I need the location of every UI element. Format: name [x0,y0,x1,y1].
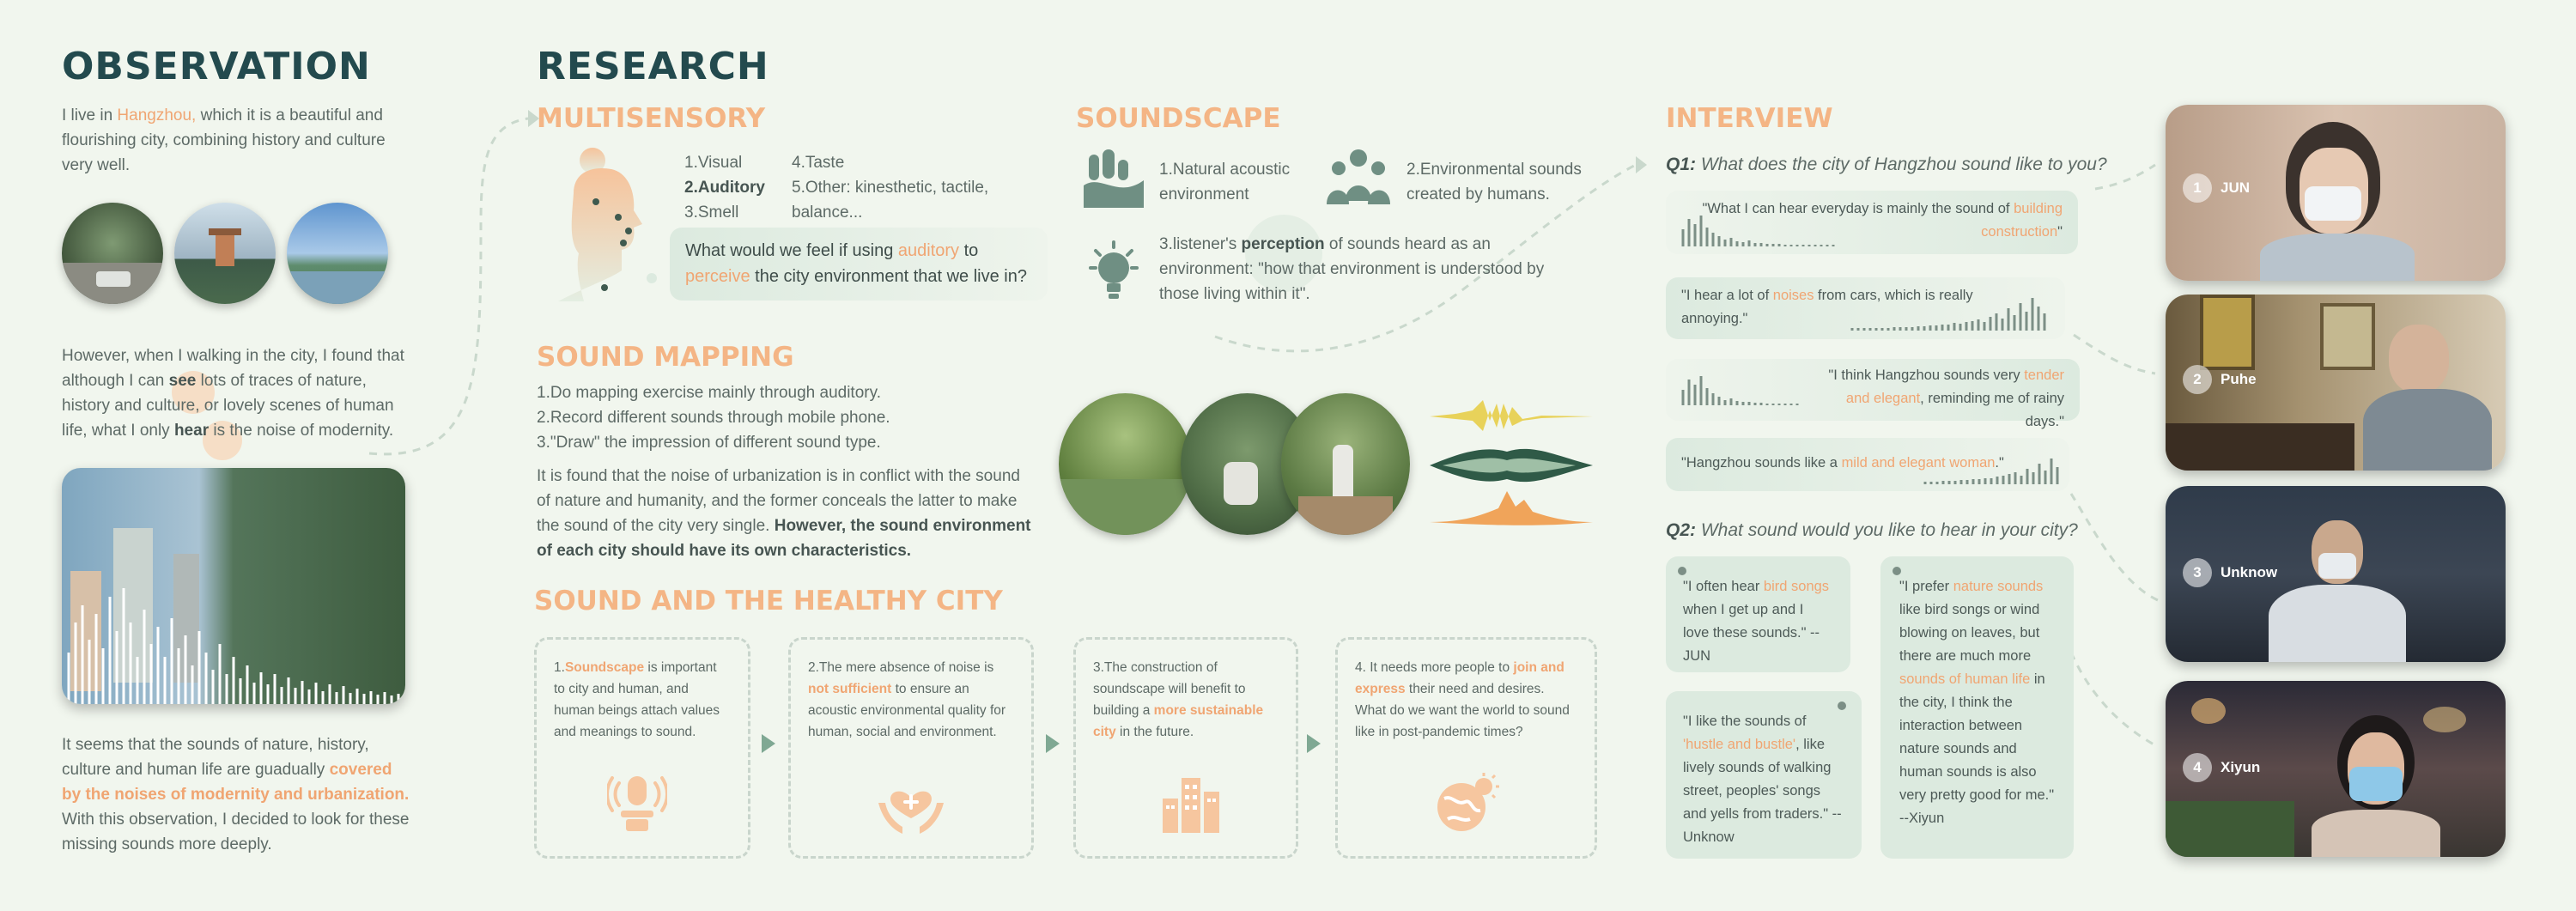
interviewee-name-2: Puhe [2221,371,2257,387]
hc1-a: 1. [554,660,565,675]
interviewee-photo-1 [2166,105,2506,281]
head-profile-icon [550,142,653,305]
b3-c: in the city, I think the interaction between nature sounds and human sounds is also very pretty good for me." --Xiyun [1899,671,2055,826]
a3-highlight: tender and elegant [1845,367,2064,406]
healthy-card-3 [1073,637,1298,859]
b3-highlight-1: nature sounds [1953,579,2044,594]
sense-visual: 1.Visual [684,154,743,172]
interview-q2 [1666,520,2078,541]
observation-p3-highlight: covered by the noises of modernity and urbanization. [62,761,410,804]
mapping-step-2: 2.Record different sounds through mobile phone. [537,409,890,427]
observation-p2-b: lots of traces of nature, history and culture, or lovely scenes of human life, what I only [62,372,394,440]
q2-label: Q2: [1666,520,1697,540]
connector-puhe [2074,335,2155,374]
observation-p3-a: It seems that the sounds of nature, history, culture and human life are guadually [62,736,369,779]
wish-bubble-xiyun [1880,556,2074,859]
interviewee-photo-4 [2166,681,2506,857]
soundscape-item-3 [1159,232,1571,307]
answer-bubble-3 [1666,359,2080,429]
nature-landscape-icon [1084,148,1144,208]
observation-intro-text: I live in [62,106,118,125]
b3-b: like bird songs or wind blowing on leaves, but there are much more [1899,602,2040,664]
q1-label: Q1: [1666,155,1697,174]
observation-see: see [168,372,197,390]
mapping-step-1: 1.Do mapping exercise mainly through auditory. [537,384,881,402]
healthy-arrow-1 [762,734,775,753]
healthy-card-1 [534,637,750,859]
bubble-dot [1893,567,1901,575]
answer-bubble-4 [1666,438,2069,491]
interviewee-photo-3 [2166,486,2506,662]
observation-photo-lake [287,203,388,304]
speaker-microphone-icon [607,773,667,833]
b3-highlight-2: sounds of human life [1899,671,2031,687]
ss3-perception: perception [1241,235,1325,253]
hc1-highlight: Soundscape [564,660,645,675]
b1-a: "I often hear [1683,579,1764,594]
healthy-arrow-3 [1307,734,1321,753]
hc4-highlight: join and express [1355,660,1564,696]
answer-bubble-1 [1666,191,2078,254]
mq-a: What would we feel if using [685,241,898,260]
mapping-p-a: It is found that the noise of urbanization is in conflict with the sound of nature and humanity, and the former conceals the latter to make the sound of the city very single. [537,467,1020,535]
interviewee-name-4: Xiyun [2221,759,2261,775]
hc2-a: 2.The mere absence of noise is [808,660,994,675]
observation-photo-pagoda [174,203,276,304]
observation-p2-a: However, when I walking in the city, I found that although I can [62,347,404,390]
bubble-dot [1838,701,1846,710]
interviewee-number-3: 3 [2183,558,2212,587]
interviewee-name-1: JUN [2221,179,2251,196]
hc3-a: 3.The construction of soundscape will benefit to building a [1093,660,1246,718]
a2-highlight: noises [1772,288,1814,303]
a4-highlight: mild and elegant woman [1841,455,1996,471]
ss3-c: of sounds heard as an environment: "how that environment is understood by those living within it". [1159,235,1545,303]
hc2-highlight: not sufficient [808,682,892,696]
senses-list-right [792,150,988,225]
mapping-title: SOUND MAPPING [537,342,794,373]
mapping-p-b: However, the sound environment of each city should have its own characteristics. [537,517,1031,560]
observation-photo-street [62,203,163,304]
hc4-b: their need and desires. What do we want the world to sound like in post-pandemic times? [1355,682,1570,739]
healthy-city-title: SOUND AND THE HEALTHY CITY [534,586,1003,616]
soundscape-item-2: 2.Environmental sounds created by humans. [1406,161,1582,203]
people-group-icon [1327,148,1391,208]
a3-b: , reminding me of rainy days." [1920,391,2064,429]
observation-hear: hear [173,422,210,440]
hc3-highlight: more sustainable city [1093,703,1264,739]
interviewee-number-1: 1 [2183,173,2212,203]
globe-virus-icon [1434,773,1499,835]
observation-intro [62,103,414,178]
a2-b: from cars, which is really annoying." [1681,288,1973,326]
a1-a: "What I can hear everyday is mainly the sound of [1702,201,2014,216]
answer-bubble-2 [1666,277,2065,339]
wave-bars-1 [1681,212,1905,246]
sound-wave-overlay [62,571,405,704]
wish-bubble-jun [1666,556,1850,672]
soundscape-item-1: 1.Natural acoustic environment [1159,161,1291,203]
sense-other: 5.Other: kinesthetic, tactile, [792,179,989,197]
a3-a: "I think Hangzhou sounds very [1828,367,2025,383]
lightbulb-icon [1084,239,1144,307]
mq-c: the city environment that we live in? [750,267,1027,286]
q2-text: What sound would you like to hear in your city? [1696,520,2078,540]
b1-highlight: bird songs [1763,579,1830,594]
mapping-step-3: 3."Draw" the impression of different sound type. [537,434,881,452]
a1-b: " [2057,224,2063,240]
sound-drawing-waves [1430,395,1593,532]
a2-a: "I hear a lot of [1681,288,1773,303]
observation-city: Hangzhou, [117,106,197,125]
observation-city-collage [62,468,405,704]
bubble-tail-dot [647,273,657,283]
interviewee-number-4: 4 [2183,753,2212,782]
observation-title: OBSERVATION [62,45,371,88]
sense-auditory: 2.Auditory [684,179,765,197]
interview-title: INTERVIEW [1666,103,1833,134]
sense-smell: 3.Smell [684,203,739,222]
hc4-a: 4. It needs more people to [1355,660,1514,675]
wish-bubble-unknow [1666,691,1862,859]
mapping-paragraph [537,464,1035,563]
mapping-steps [537,380,1018,455]
b1-b: when I get up and I love these sounds." --JUN [1683,602,1820,664]
heart-hands-icon [877,768,945,837]
connector-xiyun [2071,653,2155,745]
senses-list-left [684,150,765,225]
q1-text: What does the city of Hangzhou sound like to you? [1696,155,2107,174]
connector-unknow [2071,494,2160,601]
hc3-b: in the future. [1115,725,1194,739]
hc1-b: is important to city and human, and human beings attach values and meanings to sound. [554,660,720,739]
mq-b: to [959,241,979,260]
research-title: RESEARCH [537,45,769,88]
sense-other-cont: balance... [792,203,863,222]
interviewee-name-3: Unknow [2221,564,2278,580]
healthy-card-4 [1335,637,1597,859]
observation-p3-b: With this observation, I decided to look for these missing sounds more deeply. [62,811,410,853]
wave-bars-3 [1681,371,1810,405]
soundscape-title: SOUNDSCAPE [1076,103,1281,134]
b2-highlight: 'hustle and bustle' [1683,737,1796,752]
sense-taste: 4.Taste [792,154,845,172]
multisensory-question [670,228,1048,301]
mq-auditory: auditory [897,241,960,260]
healthy-arrow-2 [1046,734,1060,753]
ss3-a: 3.listener's [1159,235,1242,253]
observation-paragraph-3 [62,732,414,857]
interviewee-photo-2 [2166,295,2506,471]
observation-intro-text-2: which it is a beautiful and flourishing city, combining history and culture very well. [62,106,386,174]
hc2-b: to ensure an acoustic environmental quality for human, social and environment. [808,682,1006,739]
healthy-card-2 [788,637,1034,859]
city-buildings-icon [1157,773,1223,833]
a1-highlight: building construction [1981,201,2063,240]
mapping-photo-park [1059,393,1192,535]
mq-perceive: perceive [685,267,750,286]
multisensory-title: MULTISENSORY [537,103,766,134]
a4-b: ." [1995,455,2004,471]
mapping-photo-path [1281,393,1410,535]
b3-a: "I prefer [1899,579,1953,594]
observation-p2-c: is the noise of modernity. [209,422,394,440]
observation-paragraph-2 [62,343,414,443]
interview-q1 [1666,155,2107,175]
wave-bars-4 [1923,453,2065,484]
wave-bars-2 [1850,293,2052,331]
a4-a: "Hangzhou sounds like a [1681,455,1842,471]
b2-a: "I like the sounds of [1683,714,1807,729]
b2-b: , like lively sounds of walking street, peoples' songs and yells from traders." --Unknow [1683,737,1842,845]
bubble-dot [1678,567,1686,575]
interviewee-number-2: 2 [2183,365,2212,394]
